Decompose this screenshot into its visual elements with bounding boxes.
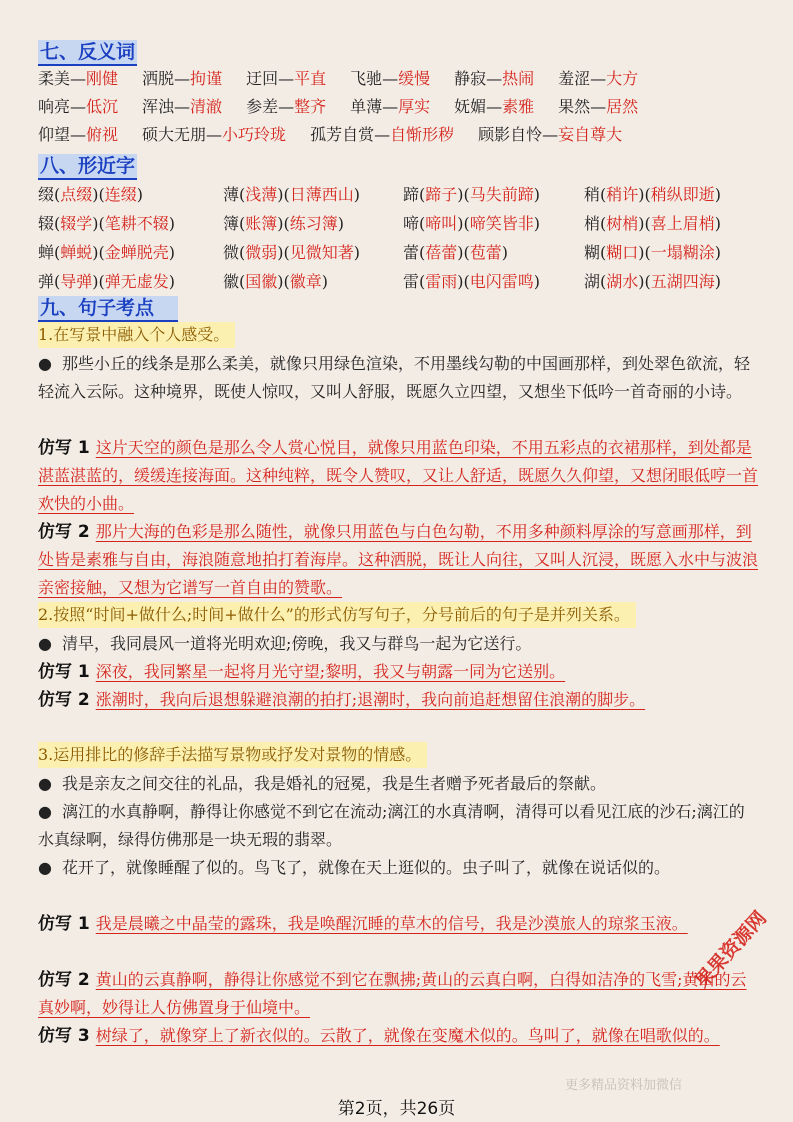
imitation-tag: 仿写 1: [38, 914, 90, 934]
similar-char-word: 蹄子: [425, 185, 458, 204]
similar-char-text: ): [321, 272, 329, 291]
imitation-text: 树绿了，就像穿上了新衣似的。云散了，就像在变魔术似的。鸟叫了，就像在唱歌似的。: [95, 1026, 720, 1045]
antonym-pair: [38, 122, 118, 148]
imitation-3: [38, 658, 758, 686]
similar-char-text: 雷(: [403, 272, 426, 291]
imitation-5: [38, 910, 758, 938]
antonym-pair: [246, 94, 326, 120]
similar-char-text: ): [353, 185, 361, 204]
similar-char-cell: [584, 180, 721, 209]
tip-3: 3.运用排比的修辞手法描写景物或抒发对景物的情感。: [38, 742, 427, 768]
antonym-answer: 拘谨: [190, 69, 223, 88]
similar-char-cell: [223, 238, 360, 267]
antonym-word: 顾影自怜—: [478, 125, 559, 144]
similar-char-text: ): [714, 214, 722, 233]
antonym-word: 仰望—: [38, 125, 87, 144]
similar-char-cell: [223, 180, 360, 209]
antonym-pair: [350, 94, 430, 120]
imitation-text: 深夜，我同繁星一起将月光守望;黎明，我又与朝露一同为它送别。: [95, 662, 566, 681]
similar-char-text: ): [714, 272, 722, 291]
similar-char-text: 薄(: [223, 185, 246, 204]
antonym-pair: [38, 94, 118, 120]
similar-char-text: )(: [457, 185, 470, 204]
antonym-answer: 厚实: [398, 97, 431, 116]
similar-char-text: 缀(: [38, 185, 61, 204]
similar-char-word: 啼叫: [425, 214, 458, 233]
similar-char-word: 糊口: [606, 243, 639, 262]
similar-char-word: 蝉蜕: [60, 243, 93, 262]
example-2: ● 清早，我同晨风一道将光明欢迎;傍晚，我又与群鸟一起为它送行。: [38, 630, 758, 658]
antonym-word: 柔美—: [38, 69, 87, 88]
similar-char-word: 稍纵即逝: [650, 185, 715, 204]
imitation-6: [38, 966, 758, 1022]
example-3b: ● 漓江的水真静啊，静得让你感觉不到它在流动;漓江的水真清啊，清得可以看见江底的沙石;漓江的水真绿啊，绿得仿佛那是一块无瑕的翡翠。: [38, 798, 758, 854]
page-number: 第2页，共26页: [337, 1099, 456, 1119]
antonym-word: 迂回—: [246, 69, 295, 88]
similar-char-word: 喜上眉梢: [650, 214, 715, 233]
similar-char-word: 连缀: [104, 185, 137, 204]
imitation-4: [38, 686, 758, 714]
antonym-pair: [454, 94, 534, 120]
section-title-sentences: 九、句子考点: [38, 296, 178, 322]
similar-char-text: 稍(: [584, 185, 607, 204]
tip-1: 1.在写景中融入个人感受。: [38, 322, 235, 348]
antonym-answer: 素雅: [502, 97, 535, 116]
antonym-pair: [454, 66, 534, 92]
imitation-tag: 仿写 2: [38, 522, 90, 542]
similar-char-text: )(: [457, 243, 470, 262]
similar-char-text: ): [168, 214, 176, 233]
similar-char-text: )(: [277, 185, 290, 204]
similar-char-word: 金蝉脱壳: [104, 243, 169, 262]
imitation-text: 我是晨曦之中晶莹的露珠，我是唤醒沉睡的草木的信号，我是沙漠旅人的琼浆玉液。: [95, 914, 688, 933]
similar-char-text: 梢(: [584, 214, 607, 233]
watermark-text: 更多精品资料加微信: [565, 1078, 683, 1093]
imitation-2: [38, 518, 758, 602]
antonym-pair: [478, 122, 622, 148]
imitation-text: 那片大海的色彩是那么随性，就像只用蓝色与白色勾勒，不用多种颜料厚涂的写意画那样，到处皆是素雅与自由，海浪随意地拍打着海岸。这种洒脱，既让人向往，又叫人沉浸，既愿入水中与波浪亲密接触，又想为它谱写一首自由的赞歌。: [38, 522, 759, 597]
similar-char-text: ): [714, 185, 722, 204]
similar-char-text: ): [168, 243, 176, 262]
similar-char-text: )(: [457, 214, 470, 233]
antonym-answer: 妄自尊大: [558, 125, 623, 144]
similar-char-cell: [584, 267, 721, 296]
similar-char-text: 微(: [223, 243, 246, 262]
tip-2: 2.按照“时间+做什么;时间+做什么”的形式仿写句子，分号前后的句子是并列关系。: [38, 602, 636, 628]
antonym-word: 果然—: [558, 97, 607, 116]
similar-char-word: 国徽: [245, 272, 278, 291]
similar-char-word: 啼笑皆非: [469, 214, 534, 233]
antonym-word: 浑浊—: [142, 97, 191, 116]
similar-char-text: ): [337, 214, 345, 233]
similar-char-text: 簿(: [223, 214, 246, 233]
similar-char-word: 蓓蕾: [425, 243, 458, 262]
similar-char-text: )(: [92, 214, 105, 233]
imitation-tag: 仿写 1: [38, 662, 90, 682]
similar-char-text: ): [533, 272, 541, 291]
section-title-similar-chars: 八、形近字: [38, 154, 137, 180]
similar-char-cell: [38, 238, 175, 267]
similar-char-word: 辍学: [60, 214, 93, 233]
antonym-pair: [38, 66, 118, 92]
antonym-row: [38, 66, 662, 92]
similar-char-text: 蹄(: [403, 185, 426, 204]
antonym-pair: [558, 66, 638, 92]
similar-char-text: ): [136, 185, 144, 204]
similar-char-text: 弹(: [38, 272, 61, 291]
similar-char-cell: [38, 267, 175, 296]
similar-char-word: 雷雨: [425, 272, 458, 291]
similar-char-text: )(: [638, 272, 651, 291]
similar-char-text: 糊(: [584, 243, 607, 262]
similar-char-text: 湖(: [584, 272, 607, 291]
antonym-answer: 清澈: [190, 97, 223, 116]
similar-char-word: 一塌糊涂: [650, 243, 715, 262]
imitation-tag: 仿写 1: [38, 438, 90, 458]
similar-char-cell: [403, 209, 540, 238]
antonym-pair: [142, 122, 286, 148]
similar-char-text: ): [533, 185, 541, 204]
similar-char-text: 蝉(: [38, 243, 61, 262]
similar-char-word: 微弱: [245, 243, 278, 262]
similar-char-text: )(: [92, 243, 105, 262]
similar-char-word: 电闪雷鸣: [469, 272, 534, 291]
antonym-word: 孤芳自赏—: [310, 125, 391, 144]
imitation-1: [38, 434, 758, 518]
antonym-word: 飞驰—: [350, 69, 399, 88]
antonym-word: 洒脱—: [142, 69, 191, 88]
antonym-row: [38, 122, 646, 148]
similar-char-text: )(: [277, 214, 290, 233]
similar-char-word: 练习簿: [289, 214, 338, 233]
similar-char-cell: [38, 180, 143, 209]
antonym-word: 响亮—: [38, 97, 87, 116]
similar-char-word: 马失前蹄: [469, 185, 534, 204]
imitation-text: 这片天空的颜色是那么令人赏心悦目，就像只用蓝色印染，不用五彩点的衣裙那样，到处都是湛蓝湛蓝的，缓缓连接海面。这种纯粹，既令人赞叹，又让人舒适，既愿久久仰望，又想闭眼低哼一首欢快的小曲。: [38, 438, 759, 513]
antonym-answer: 自惭形秽: [390, 125, 455, 144]
similar-char-word: 点缀: [60, 185, 93, 204]
antonym-answer: 平直: [294, 69, 327, 88]
similar-char-text: 蕾(: [403, 243, 426, 262]
similar-char-word: 笔耕不辍: [104, 214, 169, 233]
similar-char-word: 湖水: [606, 272, 639, 291]
similar-char-text: ): [501, 243, 509, 262]
antonym-answer: 刚健: [86, 69, 119, 88]
similar-char-cell: [403, 238, 508, 267]
watermark-stamp: 果果资源网: [690, 907, 771, 993]
similar-char-word: 五湖四海: [650, 272, 715, 291]
similar-char-word: 树梢: [606, 214, 639, 233]
similar-char-text: ): [714, 243, 722, 262]
similar-char-text: )(: [277, 243, 290, 262]
antonym-answer: 俯视: [86, 125, 119, 144]
similar-char-cell: [403, 267, 540, 296]
similar-char-text: )(: [277, 272, 290, 291]
antonym-pair: [142, 94, 222, 120]
similar-char-word: 导弹: [60, 272, 93, 291]
antonym-pair: [350, 66, 430, 92]
similar-char-word: 徽章: [289, 272, 322, 291]
example-3a: ● 我是亲友之间交往的礼品，我是婚礼的冠冕，我是生者赠予死者最后的祭献。: [38, 770, 758, 798]
antonym-word: 参差—: [246, 97, 295, 116]
antonym-word: 单薄—: [350, 97, 399, 116]
example-1: ● 那些小丘的线条是那么柔美，就像只用绿色渲染，不用墨线勾勒的中国画那样，到处翠色欲流，轻轻流入云际。这种境界，既使人惊叹，又叫人舒服，既愿久立四望，又想坐下低吟一首奇丽的小诗。: [38, 350, 758, 406]
similar-char-word: 浅薄: [245, 185, 278, 204]
imitation-tag: 仿写 2: [38, 690, 90, 710]
similar-char-word: 账簿: [245, 214, 278, 233]
antonym-word: 静寂—: [454, 69, 503, 88]
example-3c: ● 花开了，就像睡醒了似的。鸟飞了，就像在天上逛似的。虫子叫了，就像在说话似的。: [38, 854, 758, 882]
imitation-7: [38, 1022, 758, 1050]
antonym-answer: 大方: [606, 69, 639, 88]
imitation-text: 黄山的云真静啊，静得让你感觉不到它在飘拂;黄山的云真白啊，白得如洁净的飞雪;黄山的云真妙啊，妙得让人仿佛置身于仙境中。: [38, 970, 747, 1017]
similar-char-text: )(: [457, 272, 470, 291]
antonym-word: 硕大无朋—: [142, 125, 223, 144]
similar-char-text: 徽(: [223, 272, 246, 291]
antonym-row: [38, 94, 662, 120]
similar-char-text: )(: [638, 243, 651, 262]
antonym-answer: 热闹: [502, 69, 535, 88]
similar-char-word: 苞蕾: [469, 243, 502, 262]
antonym-answer: 低沉: [86, 97, 119, 116]
antonym-answer: 小巧玲珑: [222, 125, 287, 144]
imitation-text: 涨潮时，我向后退想躲避浪潮的拍打;退潮时，我向前追赶想留住浪潮的脚步。: [95, 690, 646, 709]
imitation-tag: 仿写 2: [38, 970, 90, 990]
similar-char-text: )(: [92, 185, 105, 204]
similar-char-cell: [38, 209, 175, 238]
antonym-word: 妩媚—: [454, 97, 503, 116]
similar-char-cell: [403, 180, 540, 209]
section-title-antonyms: 七、反义词: [38, 40, 137, 66]
antonym-word: 羞涩—: [558, 69, 607, 88]
similar-char-text: 辍(: [38, 214, 61, 233]
antonym-answer: 整齐: [294, 97, 327, 116]
similar-char-cell: [584, 238, 721, 267]
imitation-tag: 仿写 3: [38, 1026, 90, 1046]
antonym-pair: [310, 122, 454, 148]
antonym-answer: 缓慢: [398, 69, 431, 88]
similar-char-text: )(: [638, 214, 651, 233]
antonym-pair: [142, 66, 222, 92]
similar-char-text: ): [533, 214, 541, 233]
similar-char-text: )(: [638, 185, 651, 204]
similar-char-cell: [223, 267, 328, 296]
antonym-pair: [558, 94, 638, 120]
similar-char-text: 啼(: [403, 214, 426, 233]
similar-char-text: )(: [92, 272, 105, 291]
similar-char-text: ): [353, 243, 361, 262]
similar-char-word: 日薄西山: [289, 185, 354, 204]
similar-char-text: ): [168, 272, 176, 291]
similar-char-word: 弹无虚发: [104, 272, 169, 291]
similar-char-word: 稍许: [606, 185, 639, 204]
similar-char-word: 见微知著: [289, 243, 354, 262]
antonym-pair: [246, 66, 326, 92]
similar-char-cell: [223, 209, 344, 238]
antonym-answer: 居然: [606, 97, 639, 116]
similar-char-cell: [584, 209, 721, 238]
